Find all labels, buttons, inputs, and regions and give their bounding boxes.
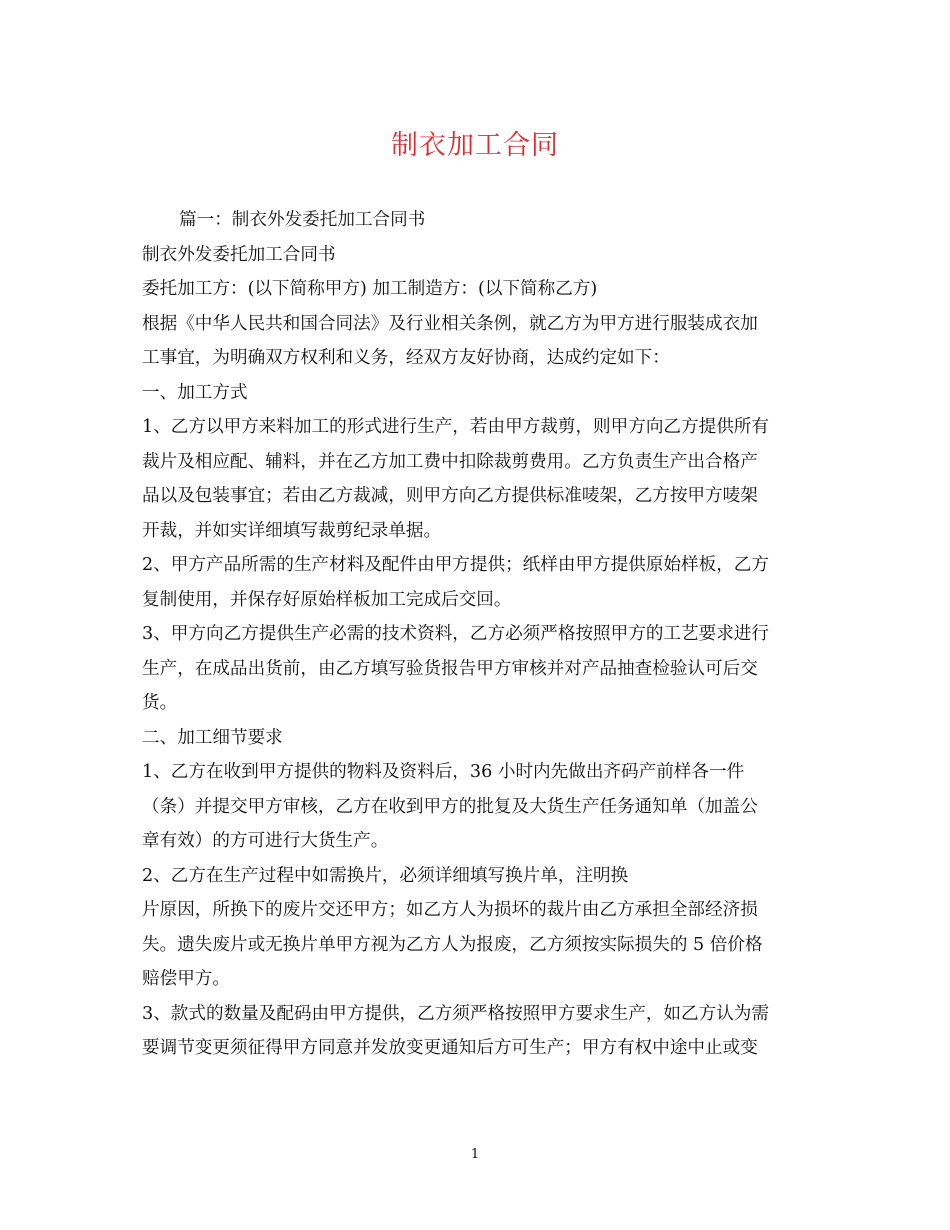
paragraph-line: 1、乙方以甲方来料加工的形式进行生产，若由甲方裁剪，则甲方向乙方提供所有 <box>142 417 769 437</box>
paragraph-line: 委托加工方：(以下简称甲方) 加工制造方：(以下简称乙方) <box>142 279 598 299</box>
page-number: 1 <box>470 1147 480 1162</box>
paragraph-line: 赔偿甲方。 <box>142 969 230 989</box>
paragraph-line: （条）并提交甲方审核，乙方在收到甲方的批复及大货生产任务通知单（加盖公 <box>142 796 758 817</box>
paragraph-line: 根据《中华人民共和国合同法》及行业相关条例，就乙方为甲方进行服装成衣加 <box>142 313 758 334</box>
paragraph-line: 要调节变更须征得甲方同意并发放变更通知后方可生产；甲方有权中途中止或变 <box>142 1038 758 1058</box>
paragraph-line: 失。遗失废片或无换片单甲方视为乙方人为报废，乙方须按实际损失的 5 倍价格 <box>142 934 763 955</box>
paragraph-line: 开裁，并如实详细填写裁剪纪录单据。 <box>142 520 442 541</box>
paragraph-line: 章有效）的方可进行大货生产。 <box>142 831 389 851</box>
paragraph-line: 1、乙方在收到甲方提供的物料及资料后，36 小时内先做出齐码产前样各一件 <box>142 762 745 782</box>
paragraph-line: 3、款式的数量及配码由甲方提供，乙方须严格按照甲方要求生产，如乙方认为需 <box>142 1003 769 1024</box>
paragraph-line: 复制使用，并保存好原始样板加工完成后交回。 <box>142 589 512 610</box>
paragraph-line: 片原因，所换下的废片交还甲方；如乙方人为损坏的裁片由乙方承担全部经济损 <box>142 900 758 920</box>
paragraph-line: 3、甲方向乙方提供生产必需的技术资料，乙方必须严格按照甲方的工艺要求进行 <box>142 624 769 644</box>
paragraph-line: 2、甲方产品所需的生产材料及配件由甲方提供；纸样由甲方提供原始样板，乙方 <box>142 555 769 575</box>
paragraph-line: 货。 <box>142 693 178 713</box>
section-heading: 一、加工方式 <box>142 382 248 403</box>
paragraph-line: 生产，在成品出货前，由乙方填写验货报告甲方审核并对产品抽查检验认可后交 <box>142 658 758 679</box>
paragraph-line: 制衣外发委托加工合同书 <box>142 244 336 265</box>
paragraph-line: 2、乙方在生产过程中如需换片，必须详细填写换片单，注明换 <box>142 865 629 886</box>
document-body <box>142 203 810 1066</box>
paragraph-line: 工事宜，为明确双方权利和义务，经双方友好协商，达成约定如下： <box>142 348 670 368</box>
paragraph-line: 篇一：制衣外发委托加工合同书 <box>179 210 426 230</box>
document-title: 制衣加工合同 <box>391 130 559 161</box>
section-heading: 二、加工细节要求 <box>142 727 283 748</box>
paragraph-line: 品以及包装事宜；若由乙方裁减，则甲方向乙方提供标准唛架，乙方按甲方唛架 <box>142 486 758 506</box>
paragraph-line: 裁片及相应配、辅料，并在乙方加工费中扣除裁剪费用。乙方负责生产出合格产 <box>142 451 758 472</box>
